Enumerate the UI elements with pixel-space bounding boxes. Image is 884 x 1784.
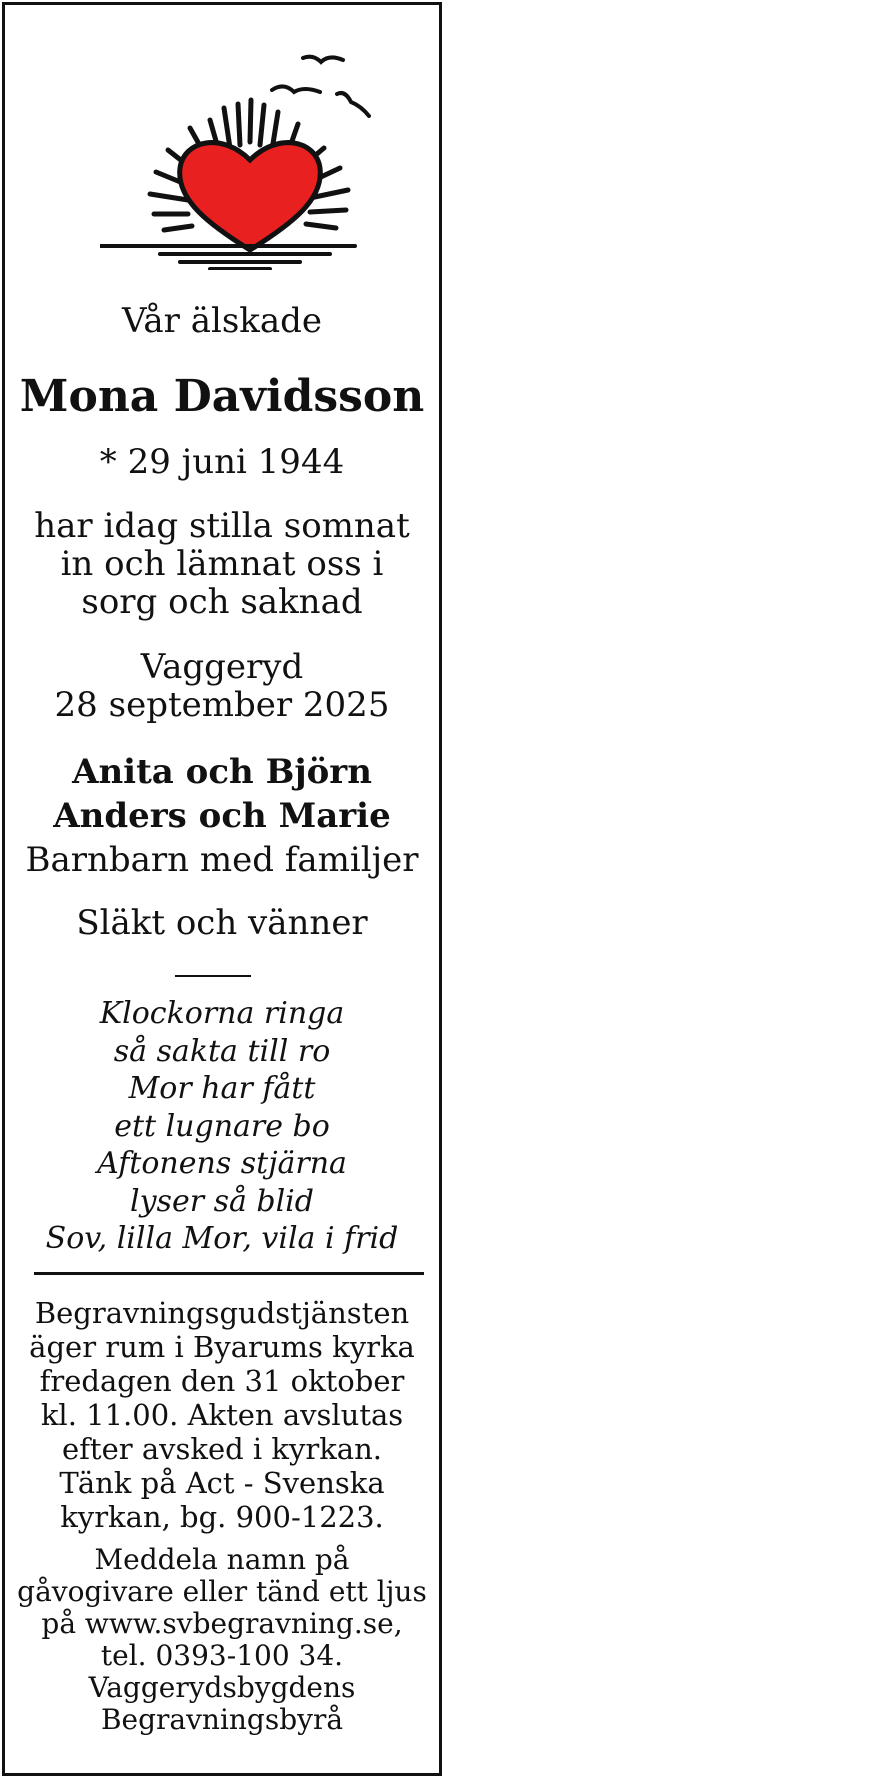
info-line: Begravningsgudstjänsten: [34, 1296, 410, 1330]
short-divider: [175, 975, 251, 977]
place-and-date: [5, 648, 439, 724]
memorial-poem: [5, 995, 439, 1258]
seagulls-icon: [272, 57, 369, 116]
mourner-line: Anders och Marie: [53, 796, 391, 836]
place: Vaggeryd: [140, 647, 304, 687]
contact-line: Meddela namn på: [94, 1543, 350, 1576]
death-date: 28 september 2025: [54, 685, 390, 725]
info-line: Tänk på Act - Svenska: [59, 1466, 385, 1500]
deceased-name: Mona Davidsson: [19, 371, 425, 422]
info-line: efter avsked i kyrkan.: [62, 1432, 382, 1466]
funeral-home-contact: [5, 1544, 439, 1736]
message-line: har idag stilla somnat: [34, 506, 410, 546]
birth-date: * 29 juni 1944: [99, 442, 345, 482]
mourners: [5, 750, 439, 882]
contact-line: Vaggerydsbygdens: [88, 1671, 356, 1704]
poem-line: Klockorna ringa: [99, 996, 345, 1031]
poem-line: Sov, lilla Mor, vila i frid: [45, 1221, 399, 1256]
info-line: fredagen den 31 oktober: [39, 1364, 405, 1398]
info-line: kl. 11.00. Akten avslutas: [40, 1398, 404, 1432]
long-divider: [34, 1272, 424, 1275]
poem-line: ett lugnare bo: [114, 1108, 330, 1144]
contact-line: på www.svbegravning.se,: [41, 1607, 403, 1640]
death-message: [5, 507, 439, 621]
poem-line: Aftonens stjärna: [97, 1146, 347, 1181]
death-notice: [2, 2, 442, 1776]
poem-line: så sakta till ro: [113, 1033, 331, 1069]
message-line: in och lämnat oss i: [60, 544, 384, 584]
poem-line: Mor har fått: [128, 1071, 316, 1106]
funeral-service-info: [5, 1296, 439, 1534]
contact-line: tel. 0393-100 34.: [100, 1639, 344, 1672]
relatives-and-friends: Släkt och vänner: [76, 903, 368, 943]
contact-line: gåvogivare eller tänd ett ljus: [17, 1575, 427, 1608]
heart-sunrise-icon: [100, 50, 400, 270]
intro-text: Vår älskade: [121, 301, 323, 341]
message-line: sorg och saknad: [81, 582, 363, 622]
contact-line: Begravningsbyrå: [100, 1703, 344, 1736]
info-line: äger rum i Byarums kyrka: [29, 1330, 415, 1364]
horizon-lines: [100, 246, 355, 269]
heart-shape: [180, 143, 321, 250]
info-line: kyrkan, bg. 900-1223.: [60, 1500, 384, 1534]
mourner-line: Barnbarn med familjer: [25, 840, 419, 880]
mourner-line: Anita och Björn: [72, 752, 372, 792]
poem-line: lyser så blid: [130, 1183, 314, 1219]
